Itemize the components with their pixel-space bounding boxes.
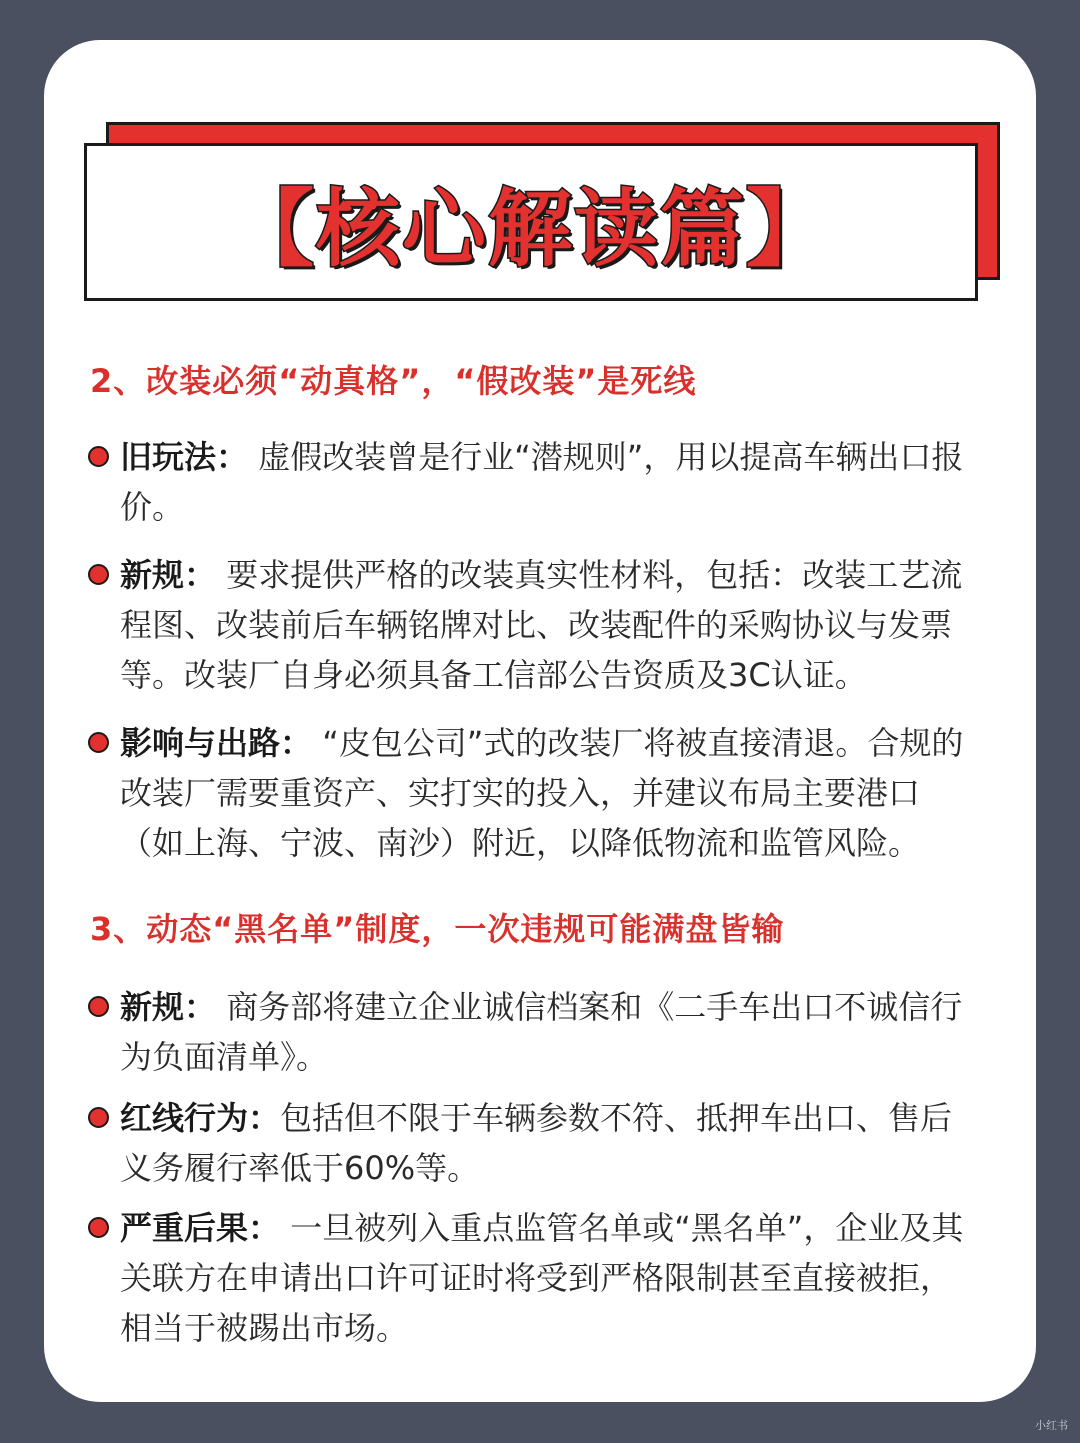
bullet-dot [88, 732, 109, 753]
item-body: 包括但不限于车辆参数不符、抵押车出口、售后义务履行率低于60%等。 [120, 1099, 953, 1187]
list-item-red-line [88, 1093, 978, 1193]
list-item-consequence [88, 1203, 978, 1353]
list-item-new-rule-2 [88, 982, 978, 1082]
page-title: 【核心解读篇】 [229, 179, 832, 278]
bullet-dot [88, 1107, 109, 1128]
list-item-new-rule [88, 550, 978, 700]
bullet-dot [88, 564, 109, 585]
item-body: 虚假改装曾是行业“潜规则”，用以提高车辆出口报价。 [120, 438, 964, 526]
content-card [44, 40, 1036, 1402]
item-label: 红线行为： [120, 1099, 281, 1137]
item-label: 新规： [120, 556, 217, 594]
item-label: 影响与出路： [120, 724, 313, 762]
item-body: “皮包公司”式的改装厂将被直接清退。合规的改装厂需要重资产、实打实的投入，并建议布局主要港口（如上海、宁波、南沙）附近，以降低物流和监管风险。 [120, 724, 964, 862]
title-banner [84, 143, 978, 301]
watermark-logo: 小红书 [1035, 1419, 1068, 1432]
list-item-old-practice [88, 432, 978, 532]
item-label: 严重后果： [120, 1209, 281, 1247]
item-body: 商务部将建立企业诚信档案和《二手车出口不诚信行为负面清单》。 [120, 988, 963, 1076]
item-body: 要求提供严格的改装真实性材料，包括：改装工艺流程图、改装前后车辆铭牌对比、改装配件的采购协议与发票等。改装厂自身必须具备工信部公告资质及3C认证。 [120, 556, 963, 694]
bullet-dot [88, 996, 109, 1017]
item-label: 新规： [120, 988, 217, 1026]
list-item-impact [88, 718, 978, 868]
item-label: 旧玩法： [120, 438, 249, 476]
item-body: 一旦被列入重点监管名单或“黑名单”，企业及其关联方在申请出口许可证时将受到严格限制甚至直接被拒，相当于被踢出市场。 [120, 1209, 964, 1347]
section-heading-3: 3、动态“黑名单”制度，一次违规可能满盘皆输 [90, 910, 785, 948]
section-heading-2: 2、改装必须“动真格”，“假改装”是死线 [90, 362, 697, 400]
bullet-dot [88, 1217, 109, 1238]
bullet-dot [88, 446, 109, 467]
